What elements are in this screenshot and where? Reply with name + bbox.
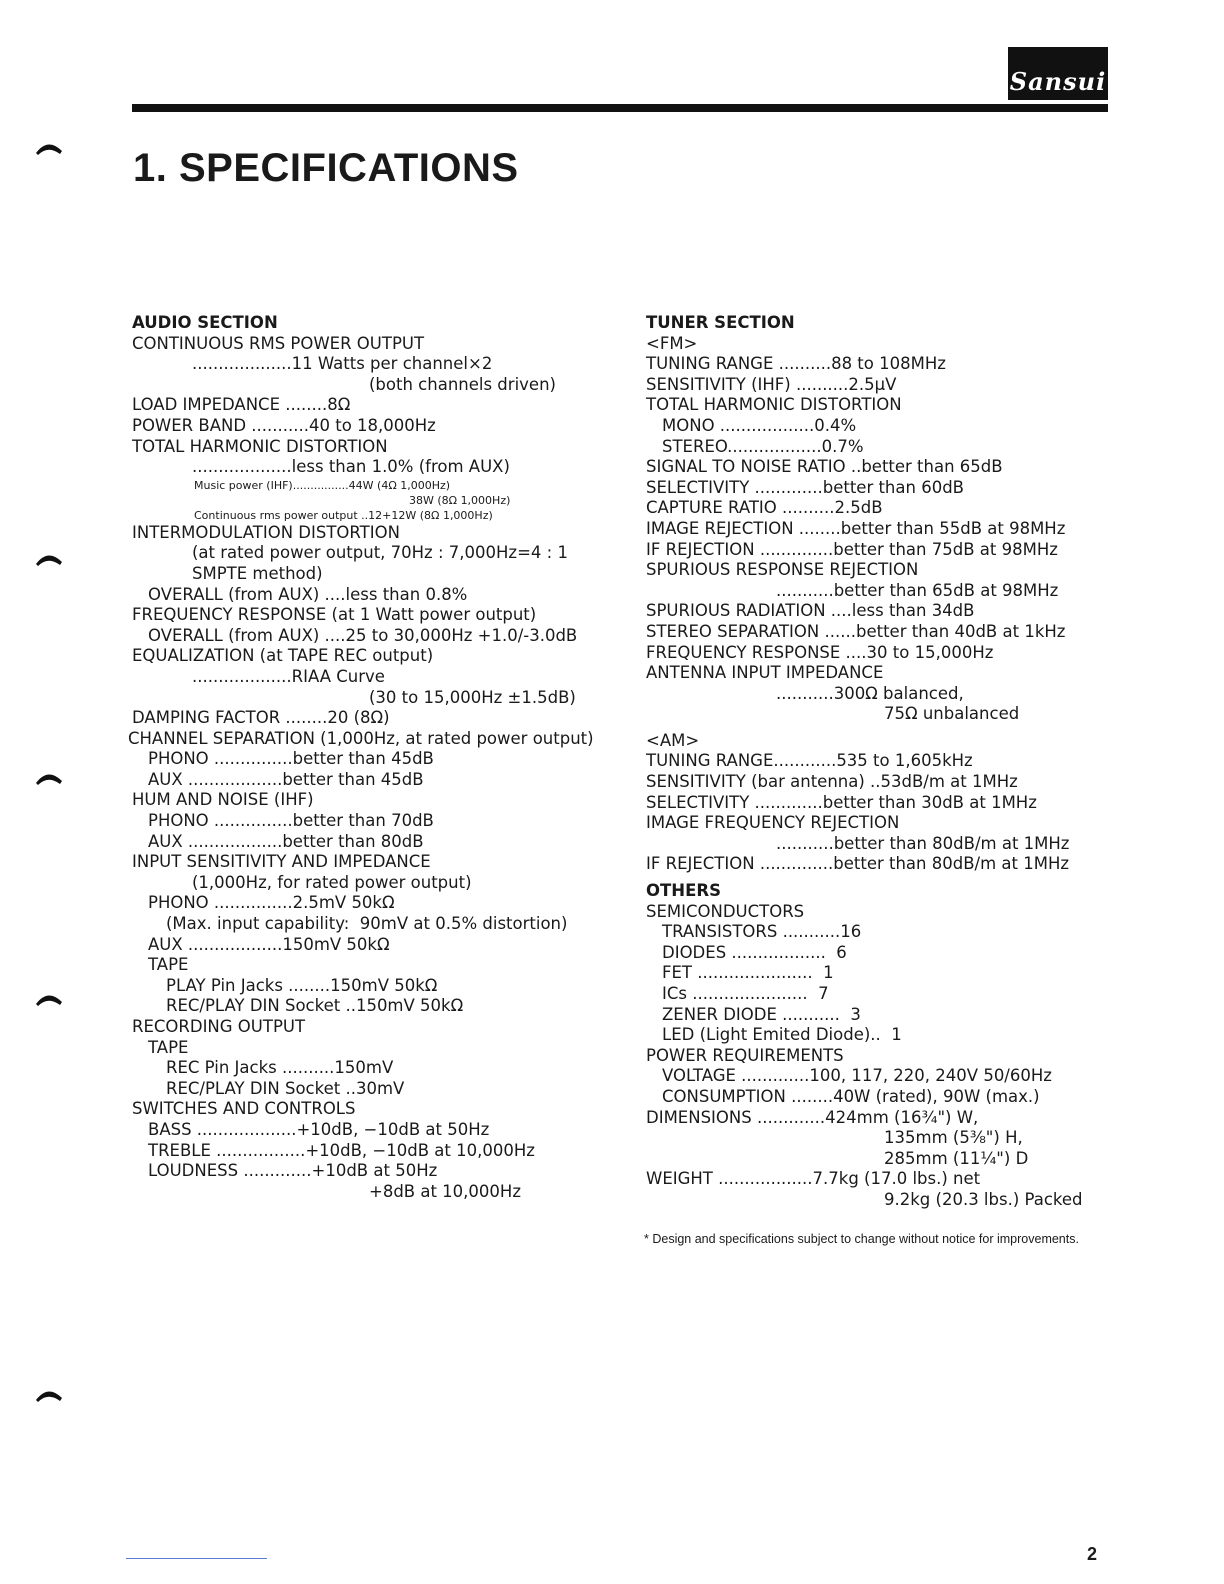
spec-line: ...................RIAA Curve (192, 666, 385, 686)
spec-line: AUX ..................better than 45dB (148, 769, 424, 789)
spec-line: AUX ..................150mV 50kΩ (148, 934, 390, 954)
spec-line: PHONO ...............better than 45dB (148, 749, 434, 769)
spec-line: AUX ..................better than 80dB (148, 831, 424, 851)
spec-line: OVERALL (from AUX) ....less than 0.8% (148, 584, 468, 604)
spec-line: 135mm (5⅜") H, (884, 1128, 1023, 1148)
spec-line: FREQUENCY RESPONSE (at 1 Watt power output) (132, 605, 537, 625)
spec-line: DAMPING FACTOR ........20 (8Ω) (132, 708, 390, 728)
spec-line: Music power (IHF)................44W (4Ω 1,000Hz) (194, 478, 451, 492)
spec-line: 285mm (11¼") D (884, 1148, 1029, 1168)
spec-line: <AM> (646, 730, 700, 750)
spec-line: 75Ω unbalanced (884, 704, 1020, 724)
audio-section-column (128, 313, 608, 1202)
spec-line: CONSUMPTION ........40W (rated), 90W (max.) (662, 1086, 1040, 1106)
spec-line: STEREO SEPARATION ......better than 40dB at 1kHz (646, 621, 1066, 641)
binder-hole-mark-2 (34, 548, 64, 568)
spec-line: OTHERS (646, 881, 721, 901)
spec-line: Continuous rms power output ..12+12W (8Ω 1,000Hz) (194, 508, 493, 522)
spec-line: SEMICONDUCTORS (646, 901, 805, 921)
header-rule (132, 104, 1108, 112)
spec-line: (1,000Hz, for rated power output) (192, 872, 472, 892)
spec-line: (Max. input capability: 90mV at 0.5% distortion) (166, 914, 568, 934)
spec-line: CONTINUOUS RMS POWER OUTPUT (132, 333, 425, 353)
spec-line: POWER BAND ...........40 to 18,000Hz (132, 415, 436, 435)
spec-line: ...........300Ω balanced, (776, 683, 964, 703)
footer-line (126, 1558, 267, 1559)
spec-line: SIGNAL TO NOISE RATIO ..better than 65dB (646, 457, 1003, 477)
spec-line: WEIGHT ..................7.7kg (17.0 lbs.) net (646, 1169, 981, 1189)
spec-line: MONO ..................0.4% (662, 415, 857, 435)
spec-line: FET ...................... 1 (662, 963, 834, 983)
spec-line: SWITCHES AND CONTROLS (132, 1099, 356, 1119)
spec-line: ...........better than 65dB at 98MHz (776, 580, 1059, 600)
binder-hole-mark-1 (34, 137, 64, 157)
footnote: * Design and specifications subject to change without notice for improvements. (644, 1232, 1079, 1246)
spec-line: REC/PLAY DIN Socket ..150mV 50kΩ (166, 996, 464, 1016)
spec-line: INPUT SENSITIVITY AND IMPEDANCE (132, 852, 431, 872)
spec-line: TUNER SECTION (646, 313, 795, 332)
binder-hole-mark-3 (34, 767, 64, 787)
spec-line: SMPTE method) (192, 563, 323, 583)
spec-line: SENSITIVITY (bar antenna) ..53dB/m at 1MHz (646, 772, 1018, 792)
spec-line: SPURIOUS RESPONSE REJECTION (646, 560, 919, 580)
spec-line: LOUDNESS .............+10dB at 50Hz (148, 1161, 438, 1181)
spec-line: TAPE (148, 1037, 189, 1057)
spec-line: HUM AND NOISE (IHF) (132, 790, 314, 810)
spec-line: ...................less than 1.0% (from AUX) (192, 457, 510, 477)
spec-line: SELECTIVITY .............better than 60dB (646, 477, 964, 497)
spec-line: TOTAL HARMONIC DISTORTION (646, 395, 902, 415)
binder-hole-mark-4 (34, 988, 64, 1008)
spec-line: SPURIOUS RADIATION ....less than 34dB (646, 601, 975, 621)
spec-line: TUNING RANGE ..........88 to 108MHz (646, 354, 946, 374)
spec-line: ANTENNA INPUT IMPEDANCE (646, 663, 884, 683)
spec-line: STEREO..................0.7% (662, 436, 864, 456)
spec-line: RECORDING OUTPUT (132, 1017, 306, 1036)
spec-line: IMAGE REJECTION ........better than 55dB at 98MHz (646, 518, 1066, 538)
spec-line: (at rated power output, 70Hz : 7,000Hz=4 : 1 (192, 543, 568, 563)
spec-line: 38W (8Ω 1,000Hz) (409, 493, 511, 507)
spec-line: PLAY Pin Jacks ........150mV 50kΩ (166, 975, 438, 995)
sansui-logo: Sansui (1008, 47, 1108, 100)
spec-line: ICs ...................... 7 (662, 984, 829, 1003)
spec-line: LED (Light Emited Diode).. 1 (662, 1025, 902, 1045)
spec-line: IMAGE FREQUENCY REJECTION (646, 813, 900, 833)
spec-line: CAPTURE RATIO ..........2.5dB (646, 498, 883, 518)
page-number: 2 (1087, 1544, 1098, 1564)
binder-hole-mark-5 (34, 1384, 64, 1404)
spec-line: PHONO ...............2.5mV 50kΩ (148, 893, 395, 913)
spec-line: SENSITIVITY (IHF) ..........2.5μV (646, 374, 897, 394)
spec-line: DIMENSIONS .............424mm (16¾") W, (646, 1107, 979, 1127)
spec-line: TREBLE .................+10dB, −10dB at 10,000Hz (148, 1140, 535, 1160)
spec-line: DIODES .................. 6 (662, 942, 847, 962)
spec-line: ...................11 Watts per channel×2 (192, 354, 493, 374)
spec-line: VOLTAGE .............100, 117, 220, 240V 50/60Hz (662, 1066, 1052, 1086)
spec-line: IF REJECTION ..............better than 75dB at 98MHz (646, 539, 1058, 559)
spec-line: +8dB at 10,000Hz (369, 1181, 521, 1201)
spec-line: OVERALL (from AUX) ....25 to 30,000Hz +1.0/-3.0dB (148, 625, 578, 645)
spec-line: INTERMODULATION DISTORTION (132, 522, 400, 542)
spec-line: ZENER DIODE ........... 3 (662, 1004, 861, 1024)
spec-line: TOTAL HARMONIC DISTORTION (132, 436, 388, 456)
spec-line: ...........better than 80dB/m at 1MHz (776, 833, 1070, 853)
spec-line: REC/PLAY DIN Socket ..30mV (166, 1078, 405, 1098)
spec-line: PHONO ...............better than 70dB (148, 811, 434, 831)
spec-line: IF REJECTION ..............better than 80dB/m at 1MHz (646, 854, 1070, 874)
spec-line: SELECTIVITY .............better than 30dB at 1MHz (646, 792, 1037, 812)
page-title: 1. SPECIFICATIONS (133, 146, 519, 190)
spec-line: FREQUENCY RESPONSE ....30 to 15,000Hz (646, 642, 994, 662)
spec-line: (both channels driven) (369, 374, 556, 394)
spec-line: LOAD IMPEDANCE ........8Ω (132, 395, 351, 415)
spec-line: POWER REQUIREMENTS (646, 1045, 844, 1065)
spec-line: TAPE (148, 955, 189, 975)
spec-line: TRANSISTORS ...........16 (662, 922, 862, 942)
spec-line: 9.2kg (20.3 lbs.) Packed (884, 1189, 1083, 1209)
spec-line: AUDIO SECTION (132, 313, 278, 332)
spec-line: (30 to 15,000Hz ±1.5dB) (369, 687, 576, 707)
tuner-others-column (642, 313, 1112, 1211)
spec-line: REC Pin Jacks ..........150mV (166, 1058, 394, 1078)
spec-line: <FM> (646, 333, 698, 353)
spec-line: EQUALIZATION (at TAPE REC output) (132, 646, 434, 666)
spec-line: CHANNEL SEPARATION (1,000Hz, at rated power output) (128, 728, 594, 748)
spec-line: TUNING RANGE............535 to 1,605kHz (646, 751, 973, 771)
spec-line: BASS ...................+10dB, −10dB at 50Hz (148, 1119, 490, 1139)
